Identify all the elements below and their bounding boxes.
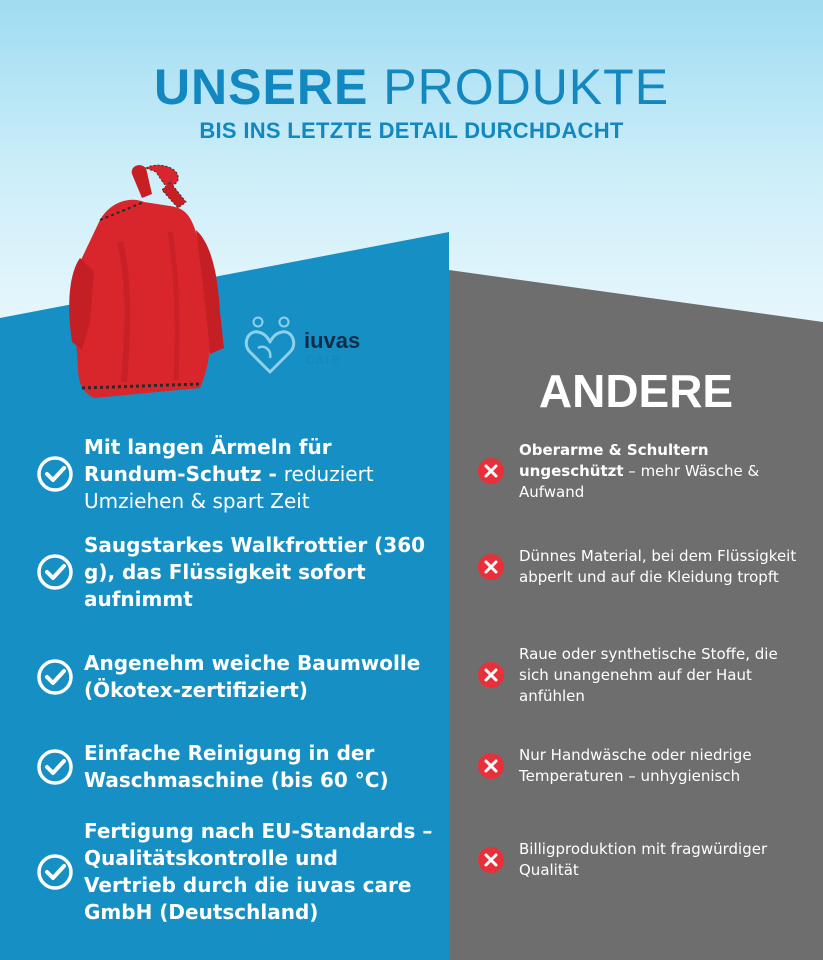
pro-text-1: Mit langen Ärmeln für Rundum-Schutz - reduziert Umziehen & spart Zeit	[84, 434, 374, 513]
check-circle-icon	[36, 853, 74, 891]
red-bib-product-image	[60, 162, 230, 402]
pro-text-3: Angenehm weiche Baumwolle (Ökotex-zertifiziert)	[84, 651, 421, 702]
con-item-3	[477, 642, 797, 708]
title-light: PRODUKTE	[383, 59, 670, 115]
pro-item-3	[36, 648, 436, 706]
con-item-2	[477, 534, 797, 600]
title-bold: UNSERE	[153, 59, 369, 115]
con-text-3: Raue oder synthetische Stoffe, die sich unangenehm auf der Haut anfühlen	[519, 644, 778, 705]
con-item-4	[477, 744, 797, 788]
check-circle-icon	[36, 553, 74, 591]
x-circle-icon	[477, 553, 505, 581]
x-circle-icon	[477, 457, 505, 485]
con-item-5	[477, 838, 797, 882]
con-text-4: Nur Handwäsche oder niedrige Temperaturen – unhygienisch	[519, 746, 752, 785]
x-circle-icon	[477, 846, 505, 874]
check-circle-icon	[36, 748, 74, 786]
pro-item-4	[36, 738, 436, 796]
pro-text-2: Saugstarkes Walkfrottier (360 g), das Flüssigkeit sofort aufnimmt	[84, 532, 426, 611]
page-title	[0, 58, 823, 116]
x-circle-icon	[477, 752, 505, 780]
pro-item-5	[36, 816, 436, 928]
brand-name: iuvas	[304, 328, 361, 353]
pro-text-4: Einfache Reinigung in der Waschmaschine (bis 60 °C)	[84, 741, 389, 792]
con-item-1	[477, 438, 797, 504]
pro-item-1	[36, 432, 436, 516]
pro-text-5: Fertigung nach EU-Standards – Qualitätskontrolle und Vertrieb durch die iuvas care GmbH (Deutschland)	[84, 819, 433, 924]
x-circle-icon	[477, 661, 505, 689]
con-text-1: Oberarme & Schultern ungeschützt – mehr Wäsche & Aufwand	[519, 440, 760, 501]
check-circle-icon	[36, 658, 74, 696]
brand-sub: care	[306, 351, 342, 368]
pro-item-2	[36, 530, 436, 614]
others-heading: ANDERE	[538, 365, 734, 417]
page-subtitle: BIS INS LETZTE DETAIL DURCHDACHT	[199, 118, 624, 143]
check-circle-icon	[36, 455, 74, 493]
con-text-2: Dünnes Material, bei dem Flüssigkeit abperlt und auf die Kleidung tropft	[519, 547, 797, 586]
con-text-5: Billigproduktion mit fragwürdiger Qualität	[519, 840, 768, 879]
